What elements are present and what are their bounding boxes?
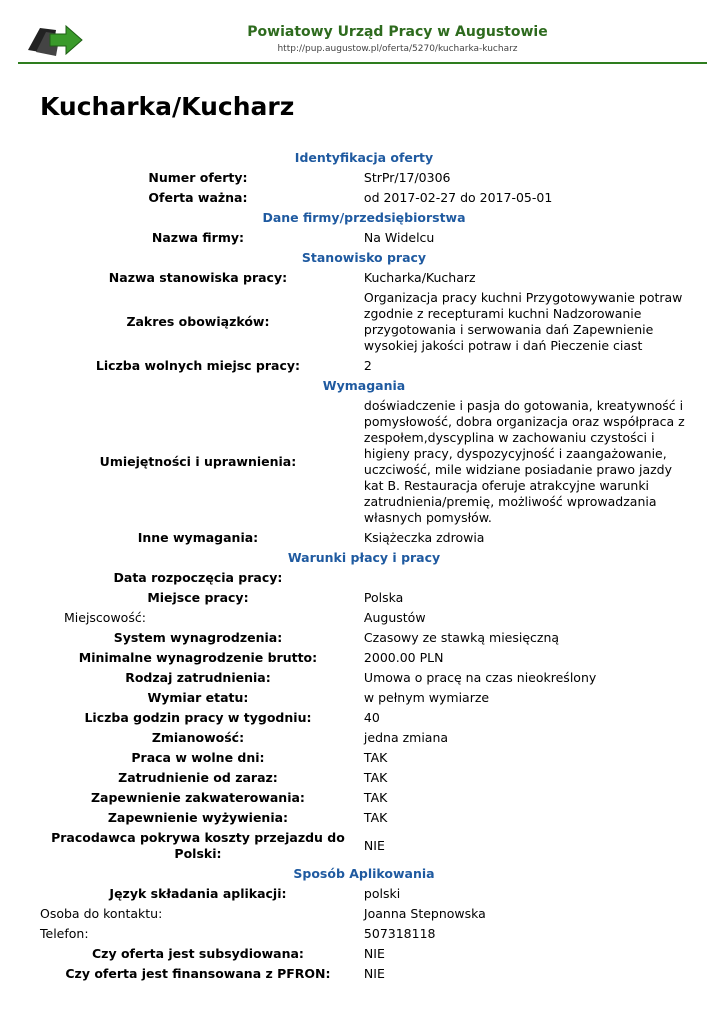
field-row — [40, 608, 688, 628]
field-row — [40, 228, 688, 248]
field-value: 2000.00 PLN — [363, 650, 444, 665]
section-identyfikacja: Identyfikacja oferty — [294, 150, 434, 165]
field-value: NIE — [363, 946, 385, 961]
field-row — [40, 924, 688, 944]
field-row — [40, 944, 688, 964]
field-label: Rodzaj zatrudnienia: — [125, 670, 271, 685]
section-wymagania: Wymagania — [322, 378, 406, 393]
field-row — [40, 668, 688, 688]
field-row — [40, 628, 688, 648]
field-row — [40, 588, 688, 608]
field-value: Joanna Stepnowska — [363, 906, 486, 921]
field-value: jedna zmiana — [363, 730, 449, 745]
field-row — [40, 568, 688, 588]
field-value: Czasowy ze stawką miesięczną — [363, 630, 560, 645]
field-label: Inne wymagania: — [137, 530, 259, 545]
org-name: Powiatowy Urząd Pracy w Augustowie — [247, 24, 548, 40]
field-row — [40, 884, 688, 904]
field-row — [40, 396, 688, 528]
field-value: w pełnym wymiarze — [363, 690, 490, 705]
page-title: Kucharka/Kucharz — [40, 92, 295, 121]
section-header — [40, 208, 688, 228]
field-value: Na Widelcu — [363, 230, 435, 245]
field-value: 2 — [363, 358, 372, 373]
section-aplikowanie: Sposób Aplikowania — [293, 866, 435, 881]
field-value: NIE — [363, 838, 385, 853]
field-label: Data rozpoczęcia pracy: — [113, 570, 283, 585]
field-row — [40, 268, 688, 288]
field-label: Pracodawca pokrywa koszty przejazdu do Polski: — [51, 830, 345, 861]
field-label: System wynagrodzenia: — [113, 630, 283, 645]
field-label: Zmianowość: — [151, 730, 245, 745]
field-label: Zatrudnienie od zaraz: — [118, 770, 278, 785]
field-row — [40, 748, 688, 768]
field-label: Język składania aplikacji: — [109, 886, 287, 901]
section-header — [40, 376, 688, 396]
field-label: Czy oferta jest finansowana z PFRON: — [65, 966, 331, 981]
field-label: Miejsce pracy: — [147, 590, 249, 605]
field-value: Książeczka zdrowia — [363, 530, 485, 545]
field-row — [40, 808, 688, 828]
field-value: TAK — [363, 750, 388, 765]
field-value: Polska — [363, 590, 404, 605]
field-value: 507318118 — [363, 926, 436, 941]
field-value: TAK — [363, 810, 388, 825]
field-row — [40, 788, 688, 808]
field-row — [40, 688, 688, 708]
field-value: Organizacja pracy kuchni Przygotowywanie potraw zgodnie z recepturami kuchni Nadzorowanie przygotowania i serwowania dań Zapewnienie wysokiej jakości potraw i dań Pieczenie ciast — [363, 290, 683, 353]
field-label: Zakres obowiązków: — [126, 314, 270, 329]
field-row — [40, 648, 688, 668]
field-row — [40, 188, 688, 208]
section-header — [40, 864, 688, 884]
field-label: Praca w wolne dni: — [131, 750, 265, 765]
field-label: Zapewnienie zakwaterowania: — [90, 790, 305, 805]
field-value: Umowa o pracę na czas nieokreślony — [363, 670, 597, 685]
section-header — [40, 248, 688, 268]
section-stanowisko: Stanowisko pracy — [301, 250, 427, 265]
field-value: 40 — [363, 710, 380, 725]
field-value: TAK — [363, 770, 388, 785]
field-row — [40, 288, 688, 356]
section-warunki: Warunki płacy i pracy — [287, 550, 441, 565]
page-header — [18, 18, 707, 64]
field-value: NIE — [363, 966, 385, 981]
field-value: polski — [363, 886, 401, 901]
section-header — [40, 548, 688, 568]
field-value: doświadczenie i pasja do gotowania, kreatywność i pomysłowość, dobra organizacja oraz współpraca z zespołem,dyscyplina w zachowaniu czystości i higieny pracy, dyspozycyjność i zaangażowanie, uczciwość, mile widziane posiadanie prawo jazdy kat B. Restauracja oferuje atrakcyjne warunki zatrudnienia/premię, możliwość wprowadzania własnych pomysłów. — [363, 398, 685, 525]
field-label: Czy oferta jest subsydiowana: — [92, 946, 304, 961]
field-label: Liczba godzin pracy w tygodniu: — [84, 710, 312, 725]
field-label: Minimalne wynagrodzenie brutto: — [78, 650, 318, 665]
field-row — [40, 768, 688, 788]
field-label: Osoba do kontaktu: — [40, 906, 163, 921]
field-row — [40, 168, 688, 188]
field-label: Oferta ważna: — [148, 190, 248, 205]
field-label: Umiejętności i uprawnienia: — [99, 454, 297, 469]
field-row — [40, 708, 688, 728]
field-row — [40, 828, 688, 864]
field-row — [40, 964, 688, 984]
field-value — [364, 568, 688, 588]
field-label: Telefon: — [40, 926, 89, 941]
field-label: Wymiar etatu: — [147, 690, 249, 705]
field-value: TAK — [363, 790, 388, 805]
field-row — [40, 728, 688, 748]
section-firma: Dane firmy/przedsiębiorstwa — [262, 210, 466, 225]
field-label: Nazwa stanowiska pracy: — [108, 270, 288, 285]
field-label: Liczba wolnych miejsc pracy: — [95, 358, 301, 373]
field-value: od 2017-02-27 do 2017-05-01 — [363, 190, 553, 205]
field-row — [40, 356, 688, 376]
field-row — [40, 528, 688, 548]
field-label: Nazwa firmy: — [151, 230, 245, 245]
field-row — [40, 904, 688, 924]
page-url[interactable]: http://pup.augustow.pl/oferta/5270/kucharka-kucharz — [277, 44, 518, 54]
field-value: StrPr/17/0306 — [363, 170, 451, 185]
field-label: Miejscowość: — [64, 610, 146, 625]
field-value: Kucharka/Kucharz — [363, 270, 476, 285]
section-header — [40, 148, 688, 168]
field-label: Zapewnienie wyżywienia: — [107, 810, 289, 825]
field-value: Augustów — [363, 610, 426, 625]
offer-details-table — [40, 148, 688, 984]
field-label: Numer oferty: — [148, 170, 248, 185]
